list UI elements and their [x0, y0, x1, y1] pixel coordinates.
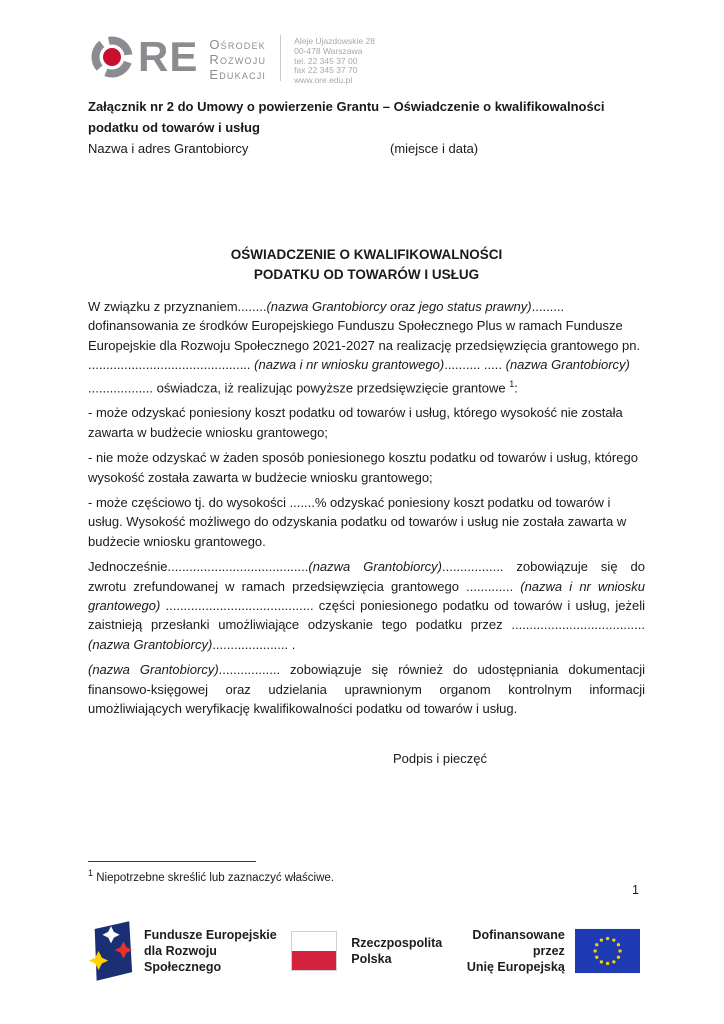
declaration-title-line2: PODATKU OD TOWARÓW I USŁUG [253, 267, 480, 282]
address-line: Aleje Ujazdowskie 28 [294, 36, 375, 46]
option-partial-recovery: - może częściowo tj. do wysokości .......% odzyskać poniesiony koszt podatku od towarów i usług. Wysokość możliwego do odzyskania podatku od towarów i usług nie została zawarta w budżecie wniosku grantowego. [88, 494, 627, 549]
address-line: fax 22 345 37 70 [294, 65, 358, 76]
attachment-heading: Załącznik nr 2 do Umowy o powierzenie Grantu – Oświadczenie o kwalifikowalności podatku od towarów i usług [88, 99, 605, 135]
footnote-marker: 1 [88, 868, 94, 878]
address-line: tel. 22 345 37 00 [294, 55, 358, 66]
poland-label-line2: Polska [351, 952, 392, 966]
poland-flag-icon [291, 931, 337, 971]
document-body [88, 297, 645, 724]
fe-logo [88, 919, 291, 983]
address-line: 00-478 Warszawa [294, 45, 363, 56]
eu-label-line1: Dofinansowane przez [472, 928, 565, 958]
footer-logos [88, 919, 640, 983]
declaration-title-line1: OŚWIADCZENIE O KWALIFIKOWALNOŚCI [230, 247, 503, 262]
grantee-label: Nazwa i adres Grantobiorcy [88, 141, 249, 156]
address-line: www.ore.edu.pl [294, 75, 353, 86]
footnote [88, 868, 334, 884]
ore-org-name [209, 33, 266, 82]
eu-flag-icon [575, 928, 640, 974]
poland-label-line1: Rzeczpospolita [351, 936, 443, 950]
fe-label [144, 927, 291, 975]
option-full-recovery: - może odzyskać poniesiony koszt podatku od towarów i usług, którego wysokość nie została zawarta w budżecie wniosku grantowego; [88, 405, 623, 440]
eu-label-line2: Unię Europejską [466, 960, 565, 974]
poland-label [351, 935, 442, 967]
org-name-line: Ośrodek [209, 37, 266, 52]
fe-label-line1: Fundusze Europejskie [144, 928, 277, 942]
ore-letters: RE [138, 33, 199, 80]
option-no-recovery: - nie może odzyskać w żaden sposób poniesionego kosztu podatku od towarów i usług, którego wysokość została zawarta w budżecie wniosku grantowego; [88, 450, 638, 485]
poland-logo [291, 931, 442, 971]
ore-o-icon [88, 33, 136, 81]
footnote-rule [88, 861, 256, 862]
ore-logo [88, 33, 375, 86]
footnote-text: Niepotrzebne skreślić lub zaznaczyć właściwe. [93, 871, 334, 884]
ore-address [294, 33, 375, 86]
signature-label: Podpis i pieczęć [393, 751, 487, 766]
header-divider [280, 35, 281, 81]
repayment-paragraph: Jednocześnie.......................................(nazwa Grantobiorcy)................. zobowiązuje się do zwrotu zrefundowanej w ramach przedsięwzięcia grantowego ............. (nazwa i nr wniosku grantowego) ......................................... części poniesionego podatku od towarów i usług, jeżeli zaistnieją przesłanki umożliwiające odzyskanie tego podatku przez .....................................(nazwa Grantobiorcy)..................... . [88, 559, 645, 652]
page-number: 1 [632, 883, 639, 897]
fe-flag-icon [88, 919, 134, 983]
fe-label-line2: dla Rozwoju Społecznego [144, 944, 222, 974]
documentation-paragraph: (nazwa Grantobiorcy)................. zobowiązuje się również do udostępniania dokumentacji finansowo-księgowej oraz udzielania uprawnionym organom kontrolnym informacji umożliwiających weryfikację kwalifikowalności podatku od towarów i usług. [88, 662, 645, 717]
eu-funding-logo [442, 927, 640, 975]
org-name-line: Edukacji [209, 67, 267, 82]
org-name-line: Rozwoju [209, 52, 267, 67]
intro-paragraph: W związku z przyznaniem........(nazwa Grantobiorcy oraz jego status prawny)......... dofinansowania ze środków Europejskiego Funduszu Społecznego Plus w ramach Fundusze Europejskie dla Rozwoju Społecznego 2021-2027 na realizację przedsięwzięcia grantowego pn. ............................................. (nazwa i nr wniosku grantowego).......... ..... (nazwa Grantobiorcy) .................. oświadcza, iż realizując powyższe przedsięwzięcie grantowe $^1$: [88, 299, 641, 395]
grantee-row [88, 141, 648, 156]
eu-funding-label [442, 927, 565, 975]
declaration-title [88, 245, 645, 285]
place-date-label: (miejsce i data) [390, 141, 479, 156]
